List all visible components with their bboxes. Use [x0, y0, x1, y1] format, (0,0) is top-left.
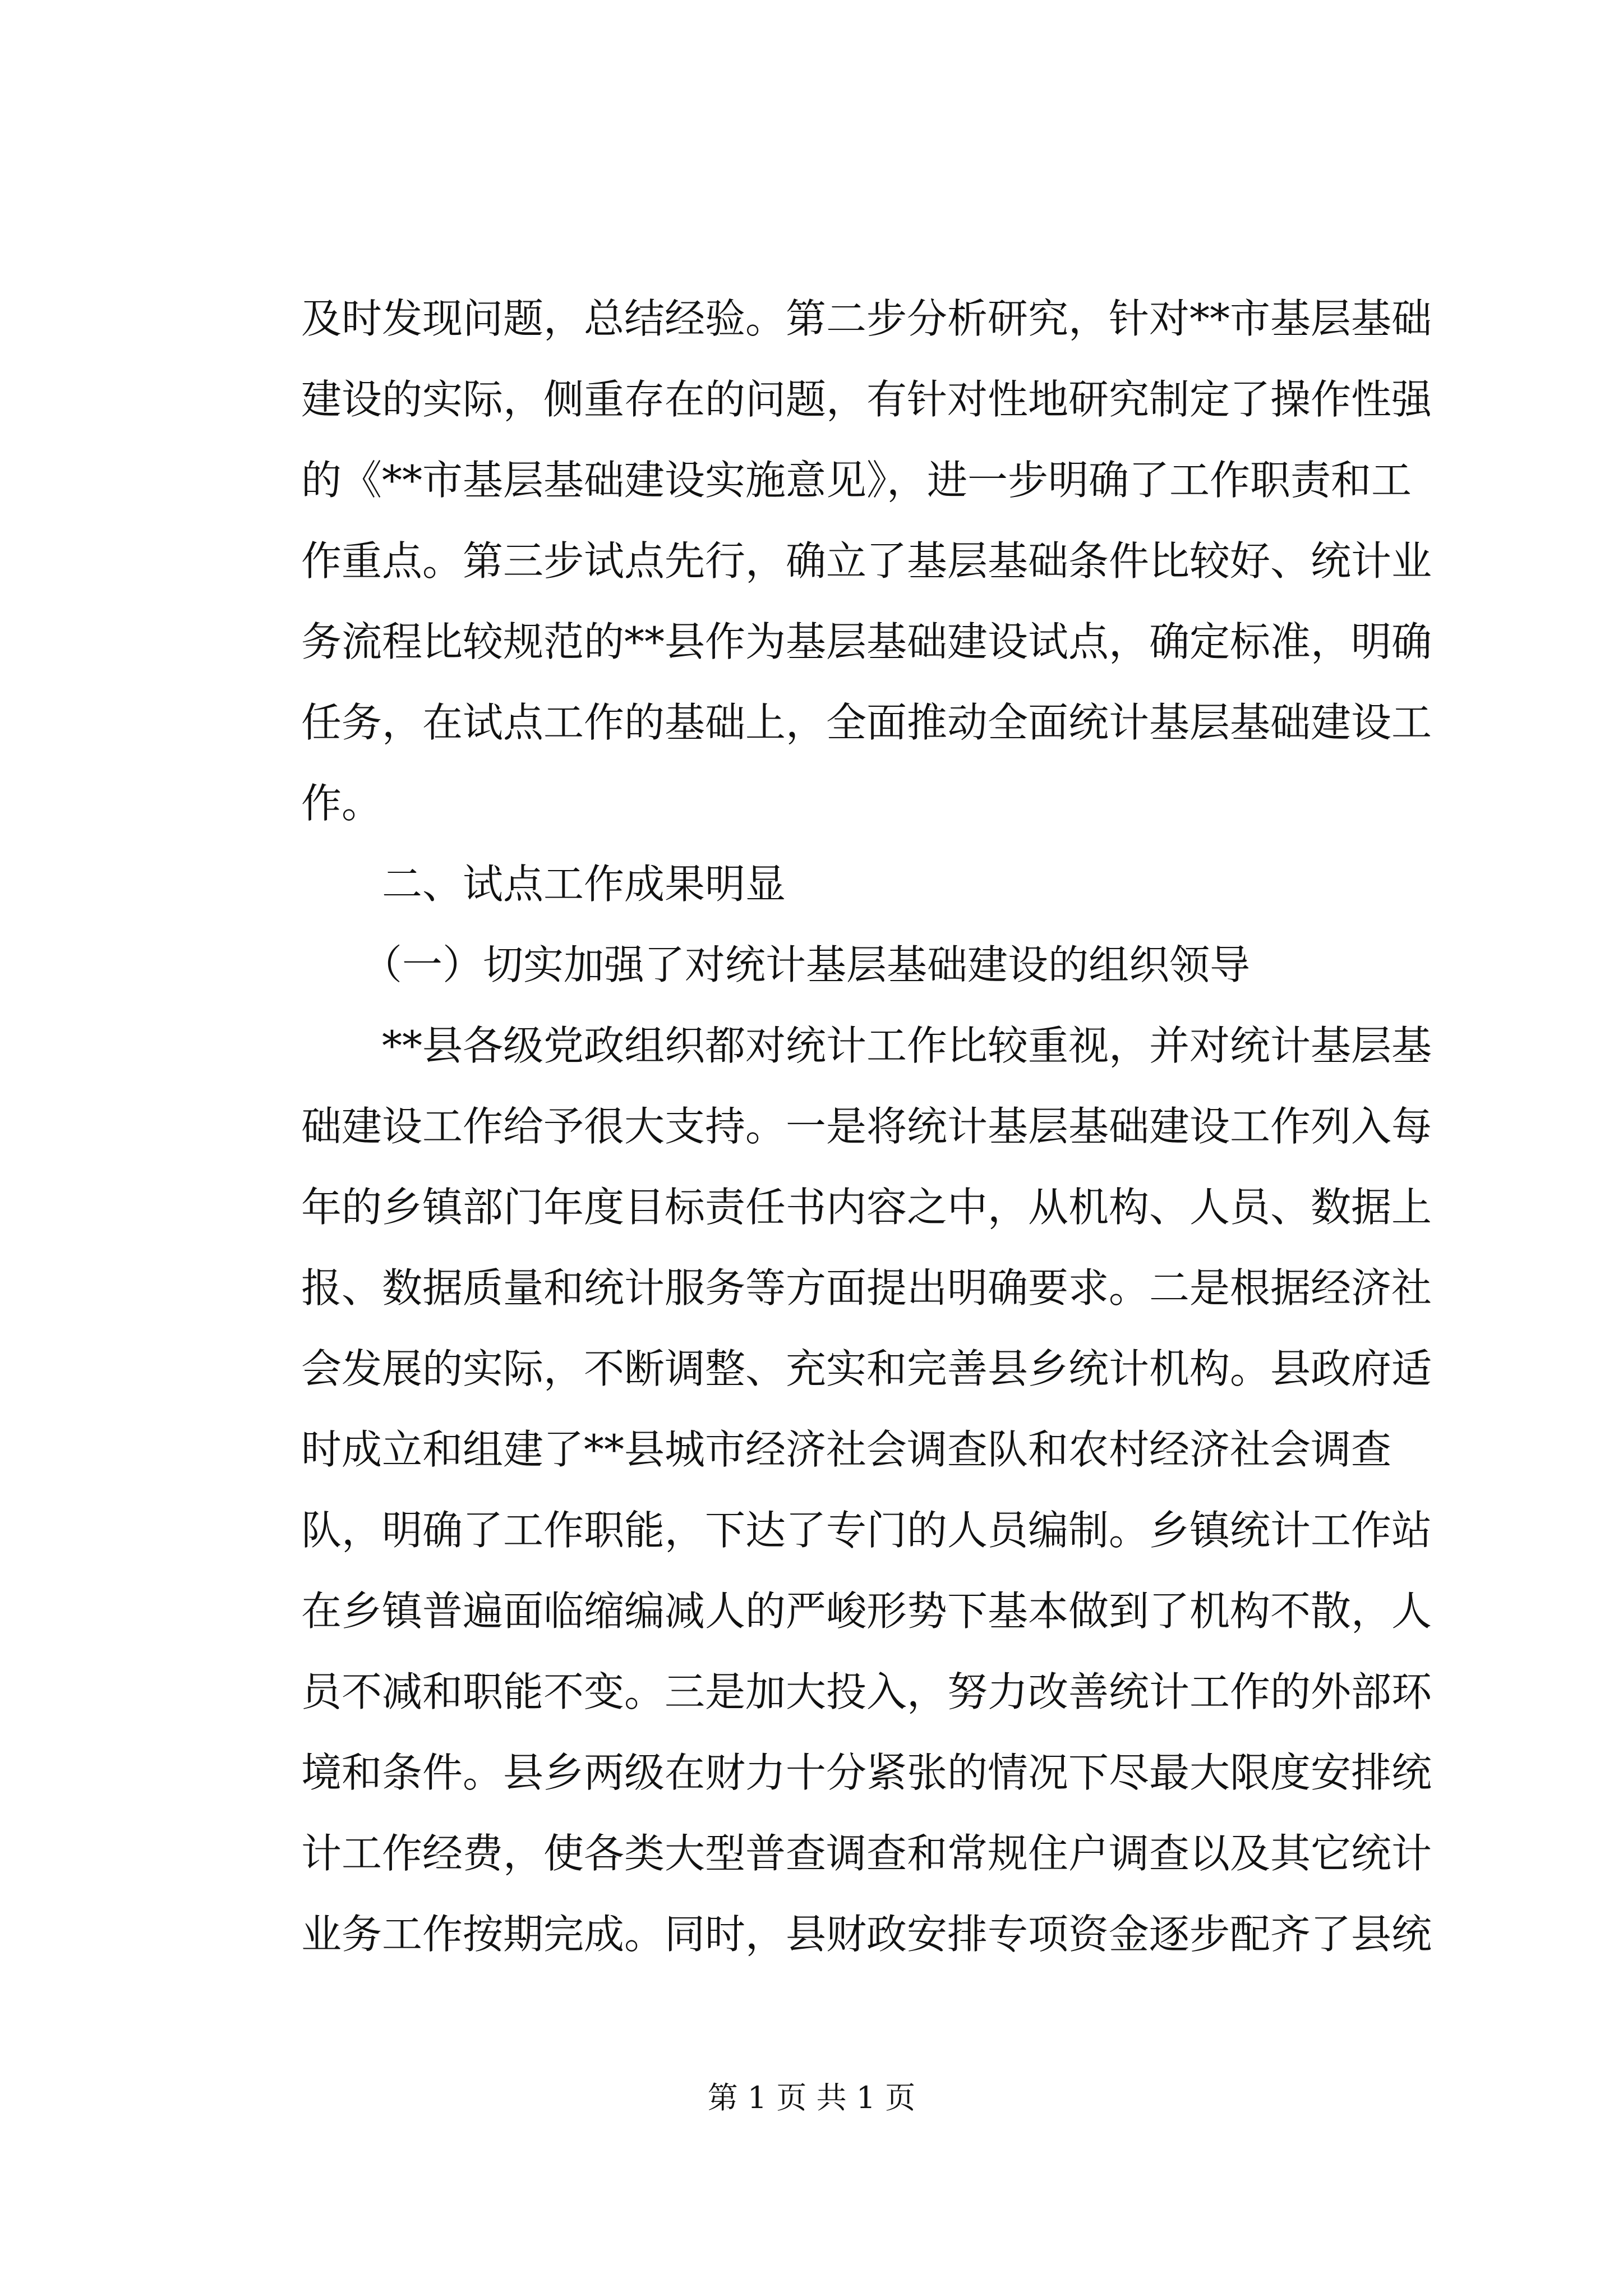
body-line: 境和条件。县乡两级在财力十分紧张的情况下尽最大限度安排统	[301, 1749, 1432, 1796]
body-line: **县各级党政组织都对统计工作比较重视，并对统计基层基	[382, 1022, 1432, 1069]
body-line: 作。	[301, 780, 382, 827]
body-line: 务流程比较规范的**县作为基层基础建设试点，确定标准，明确	[301, 618, 1432, 665]
body-line: 在乡镇普遍面临缩编减人的严峻形势下基本做到了机构不散，人	[301, 1588, 1432, 1635]
body-line: 建设的实际，侧重存在的问题，有针对性地研究制定了操作性强	[301, 376, 1432, 423]
body-line: 时成立和组建了**县城市经济社会调查队和农村经济社会调查	[301, 1426, 1392, 1473]
page-footer	[0, 2076, 1623, 2120]
body-line: 会发展的实际，不断调整、充实和完善县乡统计机构。县政府适	[301, 1345, 1432, 1392]
document-body	[301, 278, 1432, 1975]
subsection-heading: （一）切实加强了对统计基层基础建设的组织领导	[362, 941, 1251, 988]
body-line: 队，明确了工作职能，下达了专门的人员编制。乡镇统计工作站	[301, 1507, 1432, 1554]
body-line: 报、数据质量和统计服务等方面提出明确要求。二是根据经济社	[301, 1264, 1432, 1312]
body-line: 作重点。第三步试点先行，确立了基层基础条件比较好、统计业	[301, 537, 1432, 585]
body-line: 础建设工作给予很大支持。一是将统计基层基础建设工作列入每	[301, 1103, 1432, 1150]
body-line: 年的乡镇部门年度目标责任书内容之中，从机构、人员、数据上	[301, 1184, 1432, 1231]
body-line: 及时发现问题，总结经验。第二步分析研究，针对**市基层基础	[301, 295, 1432, 342]
body-line: 业务工作按期完成。同时，县财政安排专项资金逐步配齐了县统	[301, 1911, 1432, 1958]
page-number-label: 第 1 页 共 1 页	[707, 2080, 916, 2115]
body-line: 任务，在试点工作的基础上，全面推动全面统计基层基础建设工	[301, 699, 1432, 746]
section-heading: 二、试点工作成果明显	[382, 861, 786, 908]
body-line: 计工作经费，使各类大型普查调查和常规住户调查以及其它统计	[301, 1830, 1432, 1877]
body-line: 员不减和职能不变。三是加大投入，努力改善统计工作的外部环	[301, 1668, 1432, 1715]
body-line: 的《**市基层基础建设实施意见》，进一步明确了工作职责和工	[301, 457, 1412, 504]
